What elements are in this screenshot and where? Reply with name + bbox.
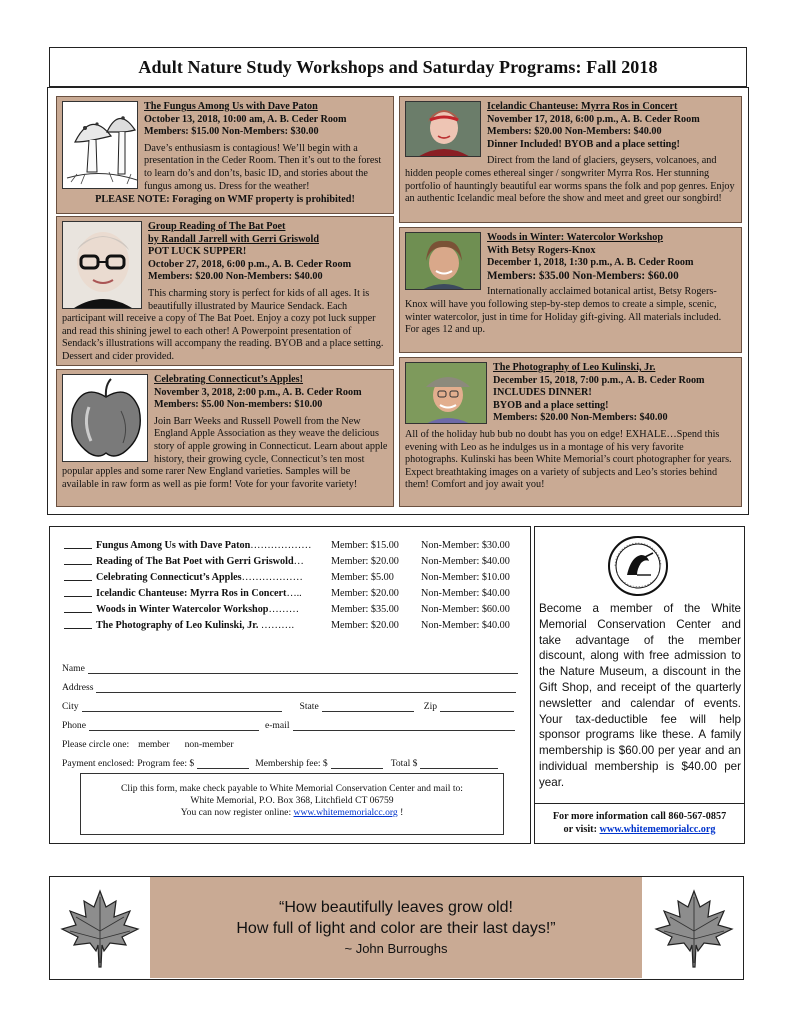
- program-price: Members: $35.00 Non-Members: $60.00: [487, 269, 679, 282]
- signup-nonmember-price: Non-Member: $60.00: [421, 604, 510, 615]
- program-extra: BYOB and a place setting!: [493, 399, 609, 411]
- city-field[interactable]: [82, 701, 282, 712]
- signup-leader: …: [293, 556, 304, 567]
- city-label: City: [62, 701, 79, 712]
- program-date: December 1, 2018, 1:30 p.m., A. B. Ceder Room: [487, 257, 694, 269]
- program-description: Join Barr Weeks and Russell Powell from the New England Apple Association as they weave the delicious story of apple growing in Connecticut. Learn about apple history, their growing cycle, Connecticut’s ten most popular apples and some rarer New England varieties. Samples will be available in raw form as well as pie form! Vote for your favorite variety!: [62, 415, 388, 490]
- register-online-link[interactable]: www.whitememorialcc.org: [293, 807, 398, 818]
- mailing-instructions: [80, 773, 504, 835]
- program-description: Direct from the land of glaciers, geysers, volcanoes, and hidden people comes ethereal singer / songwriter Myrra Ros. Her stunning portfolio of hauntingly beautiful ear worms spans the folk and pop genres. Enjoy an authentic Icelandic meal before the show and meet and greet our songbird!: [405, 155, 735, 205]
- program-fee-label: Program fee: $: [137, 758, 195, 769]
- program-card-photography: [399, 357, 742, 507]
- quote-line-1: “How beautifully leaves grow old!: [279, 899, 513, 916]
- program-date: October 27, 2018, 6:00 p.m., A. B. Ceder Room: [148, 258, 352, 270]
- program-signup-list: [64, 538, 534, 634]
- program-description: Dave’s enthusiasm is contagious! We’ll begin with a presentation in the Ceder Room. Then it’s out to the forest to learn do’s and don’ts, basic ID, and stories about the fungus among us. Dress for the weather!: [144, 142, 382, 192]
- maple-leaf-icon: [60, 887, 140, 969]
- zip-label: Zip: [423, 701, 438, 712]
- title-banner: [49, 47, 747, 87]
- signup-program-name: Celebrating Connecticut’s Apples: [96, 572, 242, 583]
- program-extra: INCLUDES DINNER!: [493, 387, 592, 399]
- program-price: Members: $15.00 Non-Members: $30.00: [144, 126, 319, 138]
- program-subtitle: With Betsy Rogers-Knox: [487, 244, 596, 256]
- address-label: Address: [62, 682, 94, 693]
- state-field[interactable]: [322, 701, 414, 712]
- signup-row[interactable]: [64, 554, 534, 570]
- programs-panel: [47, 87, 749, 515]
- program-card-batpoet: [56, 216, 394, 366]
- signup-blank[interactable]: [64, 538, 92, 549]
- program-extra: Dinner Included! BYOB and a place setting!: [487, 138, 680, 150]
- apple-illustration: [62, 374, 148, 462]
- program-title: Woods in Winter: Watercolor Workshop: [487, 232, 664, 243]
- program-title: The Photography of Leo Kulinski, Jr.: [493, 362, 656, 373]
- clip-end: !: [400, 807, 404, 818]
- singer-photo: [405, 101, 481, 157]
- nonmember-option[interactable]: non-member: [184, 739, 234, 750]
- signup-member-price: Member: $15.00: [331, 540, 399, 551]
- divider: [535, 803, 744, 804]
- signup-blank[interactable]: [64, 618, 92, 629]
- signup-program-name: The Photography of Leo Kulinski, Jr.: [96, 620, 259, 631]
- clip-line-1: Clip this form, make check payable to White Memorial Conservation Center and mail to:: [121, 783, 463, 794]
- quote-line-2: How full of light and color are their last days!”: [236, 920, 556, 937]
- program-title: Celebrating Connecticut’s Apples!: [154, 374, 304, 385]
- portrait-photo: [62, 221, 142, 309]
- website-link[interactable]: www.whitememorialcc.org: [599, 823, 716, 835]
- signup-nonmember-price: Non-Member: $30.00: [421, 540, 510, 551]
- page-title: Adult Nature Study Workshops and Saturday Programs: Fall 2018: [138, 56, 658, 77]
- name-label: Name: [62, 663, 85, 674]
- signup-leader: ………………: [250, 540, 312, 551]
- address-field[interactable]: [96, 682, 516, 693]
- signup-blank[interactable]: [64, 570, 92, 581]
- program-price: Members: $20.00 Non-Members: $40.00: [493, 412, 668, 424]
- clip-line-3: You can now register online:: [180, 807, 292, 818]
- signup-member-price: Member: $35.00: [331, 604, 399, 615]
- signup-nonmember-price: Non-Member: $40.00: [421, 556, 510, 567]
- quote-panel: [150, 877, 642, 978]
- signup-program-name: Icelandic Chanteuse: Myrra Ros in Concert: [96, 588, 287, 599]
- program-date: October 13, 2018, 10:00 am, A. B. Ceder Room: [144, 113, 347, 125]
- signup-row[interactable]: [64, 586, 534, 602]
- membership-description: Become a member of the White Memorial Conservation Center and take advantage of the member discount, along with free admission to the Nature Museum, a discount in the Gift Shop, and receipt of the quarterly newsletter and calendar of events. Your tax-deductible fee will help sponsor programs like these. A family membership is $60.00 per year and an individual membership is $40.00 per year.: [539, 602, 741, 789]
- signup-nonmember-price: Non-Member: $40.00: [421, 620, 510, 631]
- program-price: Members: $5.00 Non-members: $10.00: [154, 399, 323, 411]
- program-date: December 15, 2018, 7:00 p.m., A. B. Ceder Room: [493, 374, 705, 386]
- signup-program-name: Woods in Winter Watercolor Workshop: [96, 604, 269, 615]
- program-card-fungus: [56, 96, 394, 214]
- name-field[interactable]: [88, 663, 518, 674]
- program-subtitle: by Randall Jarrell with Gerri Griswold: [148, 233, 320, 245]
- member-option[interactable]: member: [138, 739, 170, 750]
- program-title: The Fungus Among Us with Dave Paton: [144, 101, 318, 112]
- program-date: November 3, 2018, 2:00 p.m., A. B. Ceder Room: [154, 386, 362, 398]
- phone-field[interactable]: [89, 720, 259, 731]
- signup-row[interactable]: [64, 618, 534, 634]
- visit-label: or visit:: [563, 823, 597, 835]
- email-field[interactable]: [293, 720, 515, 731]
- program-card-woods: [399, 227, 742, 353]
- signup-member-price: Member: $20.00: [331, 556, 399, 567]
- info-phone: For more information call 860-567-0857: [552, 811, 727, 822]
- program-description: Internationally acclaimed botanical artist, Betsy Rogers-Knox will have you following step-by-step demos to create a simple, scenic, winter watercolor, just in time for Holiday gift-giving. All materials included. For ages 12 and up.: [405, 286, 722, 336]
- signup-blank[interactable]: [64, 586, 92, 597]
- program-note: PLEASE NOTE: Foraging on WMF property is prohibited!: [95, 194, 355, 206]
- program-card-apples: [56, 369, 394, 507]
- signup-member-price: Member: $20.00: [331, 588, 399, 599]
- total-field[interactable]: [420, 758, 498, 769]
- program-title: Icelandic Chanteuse: Myrra Ros in Concert: [487, 101, 678, 112]
- quote-author: ~ John Burroughs: [344, 941, 448, 956]
- conservation-seal-icon: [607, 535, 669, 597]
- signup-leader: …..: [286, 588, 302, 599]
- contact-fields: [62, 655, 522, 769]
- membership-fee-field[interactable]: [331, 758, 383, 769]
- signup-member-price: Member: $5.00: [331, 572, 394, 583]
- program-fee-field[interactable]: [197, 758, 249, 769]
- signup-blank[interactable]: [64, 554, 92, 565]
- more-info: [535, 811, 744, 836]
- signup-nonmember-price: Non-Member: $10.00: [421, 572, 510, 583]
- artist-photo: [405, 232, 481, 290]
- program-description: All of the holiday hub bub no doubt has you on edge! EXHALE…Spend this evening with Leo as he indulges us in a montage of his very favorite photographs. Kulinski has been White Memorial’s court photographer for years. Expect breathtaking images on a variety of subjects and Leo’s stories behind them! Comfort and joy await you!: [405, 428, 732, 491]
- state-label: State: [299, 701, 319, 712]
- clip-line-2: White Memorial, P.O. Box 368, Litchfield CT 06759: [190, 795, 394, 806]
- signup-row[interactable]: [64, 538, 534, 554]
- registration-form: [49, 526, 531, 844]
- zip-field[interactable]: [440, 701, 514, 712]
- program-description: This charming story is perfect for kids of all ages. It is beautifully illustrated by Maurice Sendack. Each participant will receive a copy of The Bat Poet. Enjoy a cozy pot luck supper and read this shining jewel to each other! A Powerpoint presentation of Sendack’s illustrations will accompany the reading. BYOB and a place setting. Dessert and cider provided.: [62, 287, 384, 362]
- signup-row[interactable]: [64, 602, 534, 618]
- photographer-photo: [405, 362, 487, 424]
- program-price: Members: $20.00 Non-Members: $40.00: [148, 271, 323, 283]
- membership-panel: [534, 526, 745, 844]
- phone-label: Phone: [62, 720, 86, 731]
- program-price: Members: $20.00 Non-Members: $40.00: [487, 126, 662, 138]
- payment-label: Payment enclosed:: [62, 758, 135, 769]
- quote-banner: [49, 876, 744, 980]
- program-date: November 17, 2018, 6:00 p.m., A. B. Ceder Room: [487, 113, 700, 125]
- signup-program-name: Reading of The Bat Poet with Gerri Griswold: [96, 556, 294, 567]
- signup-member-price: Member: $20.00: [331, 620, 399, 631]
- circle-label: Please circle one:: [62, 739, 130, 750]
- program-title: Group Reading of The Bat Poet: [148, 221, 286, 232]
- program-extra: POT LUCK SUPPER!: [148, 246, 247, 258]
- signup-leader: ……….: [258, 620, 295, 631]
- program-card-chanteuse: [399, 96, 742, 223]
- signup-nonmember-price: Non-Member: $40.00: [421, 588, 510, 599]
- email-label: e-mail: [264, 720, 290, 731]
- signup-leader: ………: [268, 604, 300, 615]
- signup-program-name: Fungus Among Us with Dave Paton: [96, 540, 251, 551]
- mushroom-illustration: [62, 101, 138, 189]
- signup-leader: ………………: [241, 572, 303, 583]
- signup-row[interactable]: [64, 570, 534, 586]
- signup-blank[interactable]: [64, 602, 92, 613]
- membership-fee-label: Membership fee: $: [255, 758, 328, 769]
- maple-leaf-icon: [654, 887, 734, 969]
- total-label: Total $: [390, 758, 418, 769]
